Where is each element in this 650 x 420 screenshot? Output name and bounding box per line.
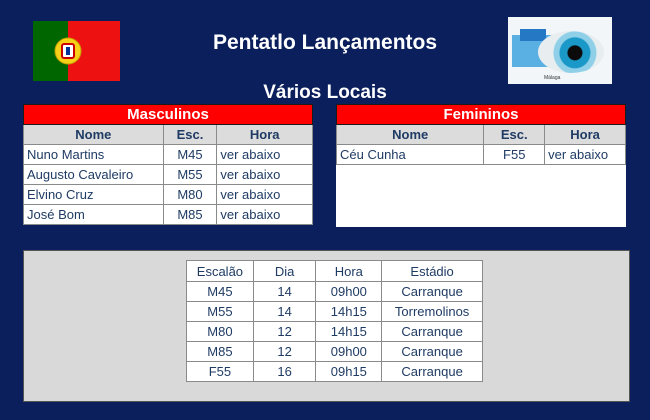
empty-area (337, 165, 626, 228)
column-header-esc: Esc. (484, 125, 545, 145)
column-header-nome: Nome (337, 125, 484, 145)
masculinos-header: Masculinos (24, 105, 313, 125)
cell-esc: M85 (163, 205, 217, 225)
cell-nome: Nuno Martins (24, 145, 164, 165)
table-row (24, 145, 313, 165)
cell-esc: M55 (163, 165, 217, 185)
cell-dia: 12 (253, 342, 316, 362)
column-header-escalao: Escalão (187, 261, 254, 282)
cell-hora: ver abaixo (217, 205, 313, 225)
cell-escalao: M85 (187, 342, 254, 362)
cell-nome: José Bom (24, 205, 164, 225)
cell-hora: ver abaixo (217, 165, 313, 185)
column-header-hora: Hora (217, 125, 313, 145)
table-row (24, 205, 313, 225)
cell-estadio: Torremolinos (382, 302, 483, 322)
masculinos-table (23, 104, 313, 225)
cell-estadio: Carranque (382, 362, 483, 382)
column-header-dia: Dia (253, 261, 316, 282)
page-subtitle: Vários Locais (263, 82, 387, 103)
cell-dia: 14 (253, 302, 316, 322)
cell-escalao: M55 (187, 302, 254, 322)
cell-hora: 09h00 (316, 282, 382, 302)
cell-estadio: Carranque (382, 342, 483, 362)
cell-hora: ver abaixo (545, 145, 626, 165)
cell-esc: M45 (163, 145, 217, 165)
cell-hora: 14h15 (316, 302, 382, 322)
cell-hora: 14h15 (316, 322, 382, 342)
schedule-table (186, 260, 483, 382)
cell-hora: 09h15 (316, 362, 382, 382)
cell-dia: 12 (253, 322, 316, 342)
cell-hora: 09h00 (316, 342, 382, 362)
cell-hora: ver abaixo (217, 185, 313, 205)
column-header-esc: Esc. (163, 125, 217, 145)
cell-nome: Céu Cunha (337, 145, 484, 165)
cell-nome: Augusto Cavaleiro (24, 165, 164, 185)
table-row (187, 362, 483, 382)
column-header-estadio: Estádio (382, 261, 483, 282)
event-logo-image: Málaga (508, 17, 612, 84)
cell-dia: 16 (253, 362, 316, 382)
table-row (187, 282, 483, 302)
column-header-hora: Hora (316, 261, 382, 282)
cell-escalao: M45 (187, 282, 254, 302)
table-row (24, 165, 313, 185)
page-title: Pentatlo Lançamentos (212, 31, 438, 54)
table-row (337, 165, 626, 228)
table-row (24, 185, 313, 205)
cell-estadio: Carranque (382, 282, 483, 302)
cell-estadio: Carranque (382, 322, 483, 342)
table-row (187, 342, 483, 362)
column-header-hora: Hora (545, 125, 626, 145)
cell-esc: F55 (484, 145, 545, 165)
cell-dia: 14 (253, 282, 316, 302)
column-header-nome: Nome (24, 125, 164, 145)
cell-escalao: F55 (187, 362, 254, 382)
table-row (187, 302, 483, 322)
table-row (187, 322, 483, 342)
cell-nome: Elvino Cruz (24, 185, 164, 205)
cell-escalao: M80 (187, 322, 254, 342)
femininos-header: Femininos (337, 105, 626, 125)
cell-hora: ver abaixo (217, 145, 313, 165)
table-row (337, 145, 626, 165)
cell-esc: M80 (163, 185, 217, 205)
femininos-table (336, 104, 626, 227)
